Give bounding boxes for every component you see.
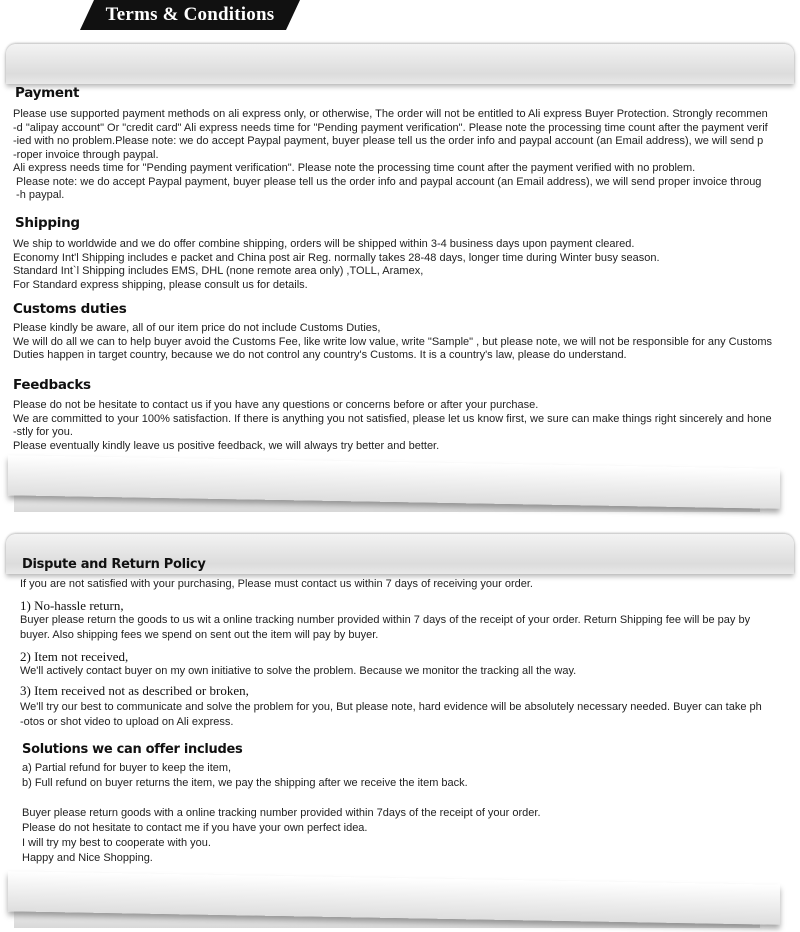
payment-text bbox=[13, 108, 793, 203]
dispute-heading: Dispute and Return Policy bbox=[22, 557, 206, 572]
text-line: Happy and Nice Shopping. bbox=[22, 852, 153, 864]
text-line: I will try my best to cooperate with you. bbox=[22, 837, 211, 849]
text-line: a) Partial refund for buyer to keep the item, bbox=[22, 762, 232, 774]
text-line: For Standard express shipping, please consult us for details. bbox=[13, 278, 308, 291]
text-line: buyer. Also shipping fees we spend on sent out the item will pay by buyer. bbox=[20, 629, 379, 641]
payment-heading: Payment bbox=[15, 85, 80, 101]
text-line: We'll try our best to communicate and solve the problem for you, But please note, hard evidence will be absolutely necessary needed. Buyer can take ph bbox=[20, 701, 762, 713]
text-line: Please use supported payment methods on ali express only, or otherwise, The order will not be entitled to Ali express Buyer Protection. Strongly recommen bbox=[13, 108, 768, 120]
text-line: Please do not hesitate to contact me if you have your own perfect idea. bbox=[22, 822, 368, 834]
item1-text bbox=[20, 613, 790, 643]
text-line: -otos or shot video to upload on Ali express. bbox=[20, 716, 234, 728]
text-line: Duties happen in target country, because we do not control any country's Customs. It is a country's law, please do understand. bbox=[13, 349, 627, 361]
text-line: We will do all we can to help buyer avoid the Customs Fee, like write low value, write "Sample" , but please note, we will not be responsible for any Customs bbox=[13, 335, 773, 348]
customs-heading: Customs duties bbox=[13, 301, 127, 317]
text-line: Economy Int'l Shipping includes e packet and China post air Reg. normally takes 28-48 days, longer time during Winter busy season. bbox=[13, 251, 660, 264]
text-line: Please kindly be aware, all of our item price do not include Customs Duties, bbox=[13, 322, 381, 334]
text-line: -stly for you. bbox=[13, 426, 73, 438]
text-line: We'll actively contact buyer on my own initiative to solve the problem. Because we monitor the tracking all the way. bbox=[20, 665, 577, 677]
shipping-text bbox=[13, 238, 793, 292]
item1-heading: 1) No-hassle return, bbox=[20, 598, 124, 613]
item3-text bbox=[20, 700, 790, 730]
text-line: Please do not be hesitate to contact us if you have any questions or concerns before or after your purchase. bbox=[13, 399, 539, 411]
text-line: Buyer please return the goods to us wit a online tracking number provided within 7 days of the receipt of your order. Return Shipping fee will be pay by bbox=[20, 614, 751, 626]
text-line: -h paypal. bbox=[13, 189, 65, 201]
item2-heading: 2) Item not received, bbox=[20, 649, 129, 664]
solutions-heading: Solutions we can offer includes bbox=[22, 742, 243, 757]
text-line: Buyer please return goods with a online tracking number provided within 7days of the receipt of your order. bbox=[22, 807, 541, 819]
feedbacks-text bbox=[13, 399, 793, 453]
text-line: We are committed to your 100% satisfaction. If there is anything you not satisfied, please let us know first, we sure can make things right sincerely and hone bbox=[13, 412, 772, 425]
shipping-heading: Shipping bbox=[15, 215, 80, 231]
item3-heading: 3) Item received not as described or broken, bbox=[20, 683, 249, 698]
page-title: Terms & Conditions bbox=[105, 4, 275, 25]
text-line: We ship to worldwide and we do offer combine shipping, orders will be shipped within 3-4 business days upon payment cleared. bbox=[13, 238, 635, 250]
item2-text bbox=[20, 664, 790, 679]
header-banner bbox=[80, 0, 300, 30]
feedbacks-heading: Feedbacks bbox=[13, 377, 91, 393]
text-line: Standard Int`l Shipping includes EMS, DHL (none remote area only) ,TOLL, Aramex, bbox=[13, 265, 424, 277]
text-line: b) Full refund on buyer returns the item, we pay the shipping after we receive the item back. bbox=[22, 777, 468, 789]
text-line: Ali express needs time for "Pending payment verification". Please note the processing time count after the payment verified with no problem. bbox=[13, 162, 696, 174]
dispute-intro bbox=[20, 577, 790, 592]
solutions-text bbox=[22, 761, 792, 791]
card-top-bar bbox=[6, 44, 794, 84]
text-line: If you are not satisfied with your purchasing, Please must contact us within 7 days of receiving your order. bbox=[20, 578, 533, 590]
text-line: -d "alipay account" Or "credit card" Ali express needs time for "Pending payment verification". Please note the processing time count after the payment verif bbox=[13, 121, 768, 134]
text-line: -roper invoice through paypal. bbox=[13, 148, 159, 161]
text-line: -ied with no problem.Please note: we do accept Paypal payment, buyer please tell us the order info and paypal account (an Email address), we will send p bbox=[13, 135, 764, 147]
text-line: Please note: we do accept Paypal payment, buyer please tell us the order info and paypal account (an Email address), we will send proper invoice throug bbox=[13, 175, 762, 188]
text-line: Please eventually kindly leave us positive feedback, we will always try better and better. bbox=[13, 439, 440, 452]
customs-text bbox=[13, 322, 793, 363]
closing-text bbox=[22, 806, 792, 866]
